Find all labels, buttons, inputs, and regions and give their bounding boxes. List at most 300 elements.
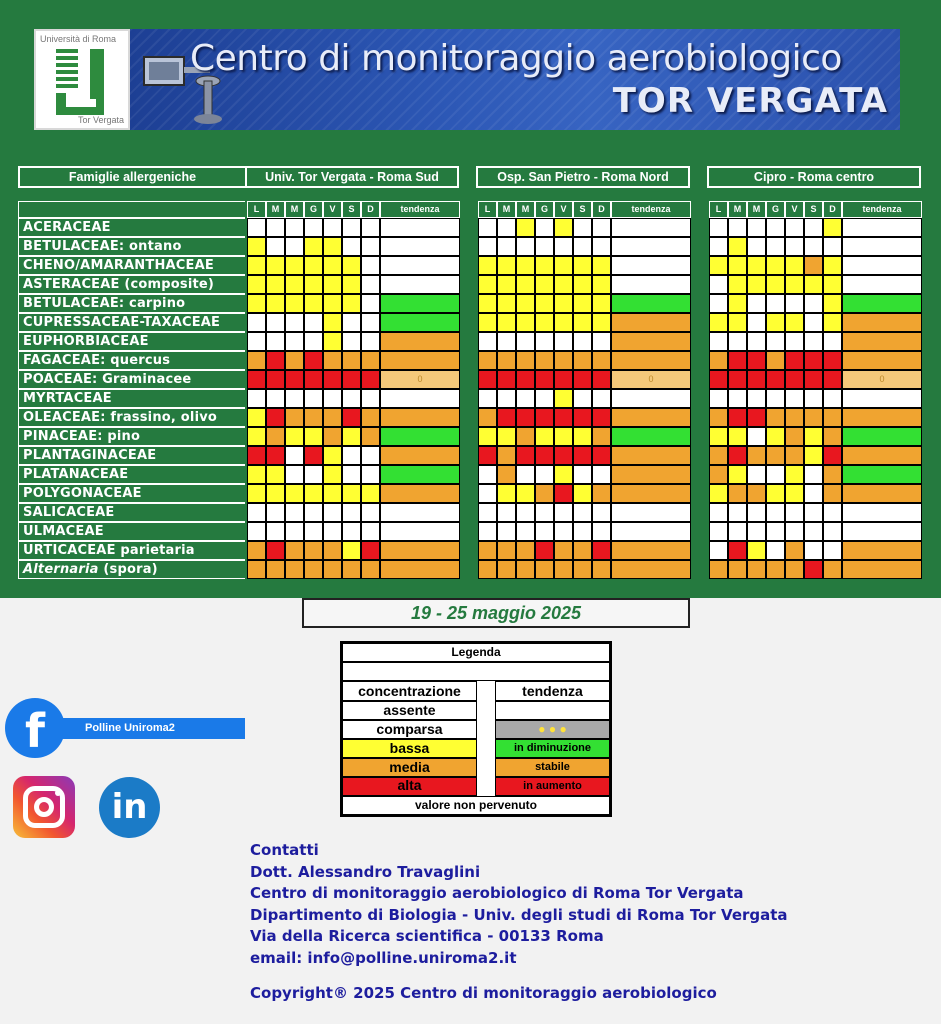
concentration-cell — [247, 427, 266, 446]
concentration-cell — [285, 522, 304, 541]
concentration-cell — [323, 541, 342, 560]
concentration-cell — [478, 541, 497, 560]
day-header: M — [285, 201, 304, 218]
concentration-cell — [266, 503, 285, 522]
concentration-cell — [361, 351, 380, 370]
concentration-cell — [747, 370, 766, 389]
concentration-cell — [516, 313, 535, 332]
family-list-header-spacer — [18, 201, 245, 218]
trend-cell — [380, 389, 460, 408]
concentration-cell — [478, 332, 497, 351]
trend-cell — [842, 484, 922, 503]
station-header-2: Osp. San Pietro - Roma Nord — [476, 166, 690, 188]
concentration-cell — [478, 256, 497, 275]
family-name: ULMACEAE — [18, 522, 245, 541]
concentration-cell — [728, 275, 747, 294]
concentration-cell — [342, 370, 361, 389]
day-header: S — [573, 201, 592, 218]
concentration-cell — [497, 294, 516, 313]
concentration-cell — [497, 465, 516, 484]
concentration-cell — [592, 522, 611, 541]
concentration-cell — [709, 522, 728, 541]
trend-cell — [842, 218, 922, 237]
concentration-cell — [554, 218, 573, 237]
concentration-cell — [747, 446, 766, 465]
concentration-cell — [785, 256, 804, 275]
concentration-cell — [497, 408, 516, 427]
concentration-cell — [823, 560, 842, 579]
concentration-cell — [247, 294, 266, 313]
concentration-cell — [247, 446, 266, 465]
concentration-cell — [573, 446, 592, 465]
concentration-cell — [592, 408, 611, 427]
concentration-cell — [361, 237, 380, 256]
concentration-cell — [323, 389, 342, 408]
concentration-cell — [516, 408, 535, 427]
concentration-cell — [304, 427, 323, 446]
concentration-cell — [709, 503, 728, 522]
concentration-cell — [804, 218, 823, 237]
concentration-cell — [535, 446, 554, 465]
concentration-cell — [323, 560, 342, 579]
concentration-cell — [766, 465, 785, 484]
concentration-cell — [342, 522, 361, 541]
concentration-cell — [709, 446, 728, 465]
concentration-cell — [823, 351, 842, 370]
trend-cell — [611, 465, 691, 484]
trend-header: tendenza — [611, 201, 691, 218]
concentration-cell — [285, 218, 304, 237]
day-header: V — [785, 201, 804, 218]
concentration-cell — [361, 313, 380, 332]
trend-cell — [380, 218, 460, 237]
concentration-cell — [785, 237, 804, 256]
concentration-cell — [747, 218, 766, 237]
trend-cell — [842, 313, 922, 332]
concentration-cell — [266, 522, 285, 541]
concentration-cell — [342, 446, 361, 465]
concentration-cell — [728, 294, 747, 313]
trend-cell — [842, 541, 922, 560]
concentration-cell — [804, 332, 823, 351]
concentration-cell — [323, 427, 342, 446]
concentration-cell — [304, 237, 323, 256]
concentration-cell — [516, 465, 535, 484]
concentration-cell — [785, 332, 804, 351]
trend-cell — [842, 427, 922, 446]
concentration-cell — [804, 446, 823, 465]
day-header: L — [709, 201, 728, 218]
concentration-cell — [323, 370, 342, 389]
concentration-cell — [247, 408, 266, 427]
contact-email[interactable]: email: info@polline.uniroma2.it — [250, 948, 517, 967]
concentration-cell — [573, 294, 592, 313]
date-range: 19 - 25 maggio 2025 — [302, 598, 690, 628]
concentration-cell — [823, 313, 842, 332]
concentration-cell — [709, 541, 728, 560]
concentration-cell — [573, 313, 592, 332]
concentration-cell — [342, 256, 361, 275]
concentration-cell — [497, 332, 516, 351]
family-name: BETULACEAE: ontano — [18, 237, 245, 256]
families-header: Famiglie allergeniche — [18, 166, 247, 188]
concentration-cell — [766, 427, 785, 446]
concentration-cell — [266, 313, 285, 332]
concentration-cell — [709, 351, 728, 370]
day-header: M — [747, 201, 766, 218]
concentration-cell — [728, 503, 747, 522]
trend-cell — [611, 275, 691, 294]
legend-concentration-header: concentrazione — [342, 681, 477, 701]
concentration-cell — [823, 237, 842, 256]
concentration-cell — [304, 313, 323, 332]
concentration-cell — [304, 351, 323, 370]
linkedin-icon[interactable]: in — [99, 777, 160, 838]
legend-spacer — [342, 662, 610, 681]
concentration-cell — [304, 370, 323, 389]
day-header: L — [478, 201, 497, 218]
concentration-cell — [535, 275, 554, 294]
trend-cell — [380, 446, 460, 465]
concentration-cell — [804, 351, 823, 370]
concentration-cell — [304, 484, 323, 503]
concentration-cell — [266, 237, 285, 256]
concentration-cell — [823, 256, 842, 275]
concentration-cell — [304, 522, 323, 541]
day-header: M — [728, 201, 747, 218]
concentration-cell — [304, 275, 323, 294]
concentration-cell — [323, 275, 342, 294]
banner-title-line2: TOR VERGATA — [612, 81, 888, 121]
concentration-cell — [535, 294, 554, 313]
family-name: URTICACEAE parietaria — [18, 541, 245, 560]
concentration-cell — [478, 446, 497, 465]
concentration-cell — [478, 427, 497, 446]
legend-absent: assente — [342, 701, 477, 720]
trend-cell — [380, 427, 460, 446]
legend-medium: media — [342, 758, 477, 777]
concentration-cell — [342, 218, 361, 237]
concentration-cell — [535, 370, 554, 389]
concentration-cell — [516, 389, 535, 408]
day-header: G — [535, 201, 554, 218]
concentration-cell — [804, 560, 823, 579]
legend-trend-blank — [495, 701, 610, 720]
trend-cell — [611, 503, 691, 522]
concentration-cell — [785, 408, 804, 427]
concentration-cell — [342, 408, 361, 427]
concentration-cell — [804, 522, 823, 541]
concentration-cell — [497, 237, 516, 256]
concentration-cell — [497, 313, 516, 332]
concentration-cell — [823, 503, 842, 522]
concentration-cell — [361, 218, 380, 237]
concentration-cell — [573, 370, 592, 389]
concentration-cell — [304, 465, 323, 484]
concentration-cell — [247, 541, 266, 560]
concentration-cell — [554, 332, 573, 351]
concentration-cell — [304, 446, 323, 465]
concentration-cell — [478, 465, 497, 484]
concentration-cell — [804, 256, 823, 275]
concentration-cell — [361, 370, 380, 389]
logo-top-text: Università di Roma — [40, 34, 117, 44]
facebook-icon[interactable]: f — [5, 698, 65, 758]
trend-cell — [380, 560, 460, 579]
trend-cell — [380, 503, 460, 522]
concentration-cell — [728, 446, 747, 465]
trend-cell — [380, 237, 460, 256]
university-logo[interactable] — [34, 29, 130, 130]
concentration-cell — [497, 389, 516, 408]
trend-cell — [380, 332, 460, 351]
station-header-3: Cipro - Roma centro — [707, 166, 921, 188]
facebook-page-label[interactable]: Polline Uniroma2 — [85, 722, 175, 734]
day-header: V — [554, 201, 573, 218]
concentration-cell — [766, 294, 785, 313]
legend-not-received: valore non pervenuto — [342, 796, 610, 815]
concentration-cell — [728, 522, 747, 541]
concentration-cell — [766, 484, 785, 503]
day-header: G — [766, 201, 785, 218]
concentration-cell — [266, 351, 285, 370]
concentration-cell — [573, 503, 592, 522]
concentration-cell — [323, 237, 342, 256]
concentration-cell — [266, 427, 285, 446]
concentration-cell — [323, 446, 342, 465]
concentration-cell — [573, 237, 592, 256]
concentration-cell — [323, 503, 342, 522]
concentration-cell — [709, 313, 728, 332]
concentration-cell — [247, 275, 266, 294]
concentration-cell — [516, 446, 535, 465]
concentration-cell — [323, 313, 342, 332]
concentration-cell — [554, 408, 573, 427]
concentration-cell — [497, 541, 516, 560]
trend-cell — [611, 313, 691, 332]
concentration-cell — [592, 294, 611, 313]
concentration-cell — [285, 465, 304, 484]
concentration-cell — [747, 503, 766, 522]
concentration-cell — [785, 465, 804, 484]
concentration-cell — [709, 560, 728, 579]
trend-cell — [611, 218, 691, 237]
family-name: PLATANACEAE — [18, 465, 245, 484]
concentration-cell — [497, 560, 516, 579]
day-header: V — [323, 201, 342, 218]
concentration-cell — [323, 465, 342, 484]
legend-decreasing: in diminuzione — [495, 739, 610, 758]
concentration-cell — [247, 389, 266, 408]
concentration-cell — [592, 465, 611, 484]
concentration-cell — [823, 275, 842, 294]
concentration-cell — [516, 484, 535, 503]
concentration-cell — [785, 218, 804, 237]
concentration-cell — [361, 522, 380, 541]
concentration-cell — [285, 351, 304, 370]
concentration-cell — [747, 313, 766, 332]
concentration-cell — [554, 446, 573, 465]
concentration-cell — [554, 522, 573, 541]
concentration-cell — [728, 484, 747, 503]
logo-u-icon — [56, 49, 110, 115]
concentration-cell — [535, 351, 554, 370]
concentration-cell — [516, 218, 535, 237]
trend-cell — [842, 446, 922, 465]
concentration-cell — [766, 256, 785, 275]
concentration-cell — [766, 389, 785, 408]
concentration-cell — [516, 503, 535, 522]
trend-header: tendenza — [380, 201, 460, 218]
concentration-cell — [823, 465, 842, 484]
concentration-cell — [554, 503, 573, 522]
concentration-cell — [535, 560, 554, 579]
trend-cell — [842, 294, 922, 313]
concentration-cell — [785, 370, 804, 389]
concentration-cell — [478, 560, 497, 579]
concentration-cell — [554, 351, 573, 370]
concentration-cell — [304, 408, 323, 427]
family-name: PLANTAGINACEAE — [18, 446, 245, 465]
logo-bottom-text: Tor Vergata — [77, 115, 124, 125]
concentration-cell — [478, 275, 497, 294]
family-name: ASTERACEAE (composite) — [18, 275, 245, 294]
concentration-cell — [823, 294, 842, 313]
concentration-cell — [478, 351, 497, 370]
concentration-cell — [785, 446, 804, 465]
concentration-cell — [361, 294, 380, 313]
concentration-cell — [535, 427, 554, 446]
concentration-cell — [285, 484, 304, 503]
concentration-cell — [478, 522, 497, 541]
concentration-cell — [709, 465, 728, 484]
instagram-icon[interactable] — [13, 776, 75, 838]
concentration-cell — [766, 408, 785, 427]
concentration-cell — [804, 408, 823, 427]
concentration-cell — [766, 313, 785, 332]
concentration-cell — [361, 541, 380, 560]
concentration-cell — [592, 218, 611, 237]
concentration-cell — [285, 389, 304, 408]
family-name: FAGACEAE: quercus — [18, 351, 245, 370]
concentration-cell — [266, 294, 285, 313]
concentration-cell — [592, 237, 611, 256]
trend-cell — [380, 408, 460, 427]
concentration-cell — [478, 370, 497, 389]
concentration-cell — [554, 237, 573, 256]
day-header: M — [516, 201, 535, 218]
concentration-cell — [728, 541, 747, 560]
trend-cell — [611, 237, 691, 256]
site-banner[interactable] — [34, 29, 900, 130]
trend-cell — [611, 560, 691, 579]
concentration-cell — [266, 541, 285, 560]
concentration-cell — [592, 541, 611, 560]
concentration-cell — [361, 446, 380, 465]
concentration-cell — [285, 446, 304, 465]
trend-cell — [611, 332, 691, 351]
concentration-cell — [266, 332, 285, 351]
concentration-cell — [804, 503, 823, 522]
concentration-cell — [747, 237, 766, 256]
trend-cell — [380, 351, 460, 370]
day-header: M — [266, 201, 285, 218]
day-header: S — [342, 201, 361, 218]
concentration-cell — [361, 484, 380, 503]
concentration-cell — [516, 237, 535, 256]
concentration-cell — [728, 256, 747, 275]
concentration-cell — [554, 427, 573, 446]
concentration-cell — [323, 218, 342, 237]
concentration-cell — [342, 294, 361, 313]
contacts-block — [250, 840, 788, 969]
concentration-cell — [785, 275, 804, 294]
concentration-cell — [728, 389, 747, 408]
concentration-cell — [342, 427, 361, 446]
concentration-cell — [361, 427, 380, 446]
concentration-cell — [535, 313, 554, 332]
concentration-cell — [247, 218, 266, 237]
day-header: D — [361, 201, 380, 218]
concentration-cell — [823, 218, 842, 237]
concentration-cell — [285, 237, 304, 256]
concentration-cell — [728, 560, 747, 579]
concentration-cell — [247, 484, 266, 503]
concentration-cell — [554, 541, 573, 560]
concentration-cell — [497, 275, 516, 294]
concentration-cell — [497, 370, 516, 389]
concentration-cell — [747, 522, 766, 541]
concentration-cell — [554, 294, 573, 313]
concentration-cell — [323, 351, 342, 370]
concentration-cell — [573, 484, 592, 503]
concentration-cell — [535, 218, 554, 237]
concentration-cell — [804, 465, 823, 484]
concentration-cell — [535, 408, 554, 427]
concentration-cell — [766, 351, 785, 370]
concentration-cell — [247, 560, 266, 579]
contacts-heading: Contatti — [250, 841, 319, 859]
concentration-cell — [554, 256, 573, 275]
concentration-cell — [323, 408, 342, 427]
family-name: PINACEAE: pino — [18, 427, 245, 446]
concentration-cell — [747, 351, 766, 370]
concentration-cell — [554, 275, 573, 294]
concentration-cell — [247, 256, 266, 275]
concentration-cell — [266, 560, 285, 579]
concentration-cell — [554, 370, 573, 389]
concentration-cell — [478, 503, 497, 522]
concentration-cell — [573, 427, 592, 446]
trend-cell: 0 — [842, 370, 922, 389]
concentration-cell — [266, 408, 285, 427]
concentration-cell — [728, 237, 747, 256]
concentration-cell — [516, 332, 535, 351]
legend-stable: stabile — [495, 758, 610, 777]
concentration-cell — [516, 522, 535, 541]
day-header: L — [247, 201, 266, 218]
concentration-cell — [285, 503, 304, 522]
concentration-cell — [823, 427, 842, 446]
concentration-cell — [804, 275, 823, 294]
trend-cell — [842, 408, 922, 427]
concentration-cell — [785, 351, 804, 370]
concentration-cell — [747, 541, 766, 560]
concentration-cell — [823, 484, 842, 503]
concentration-cell — [285, 294, 304, 313]
concentration-cell — [304, 503, 323, 522]
concentration-cell — [478, 218, 497, 237]
